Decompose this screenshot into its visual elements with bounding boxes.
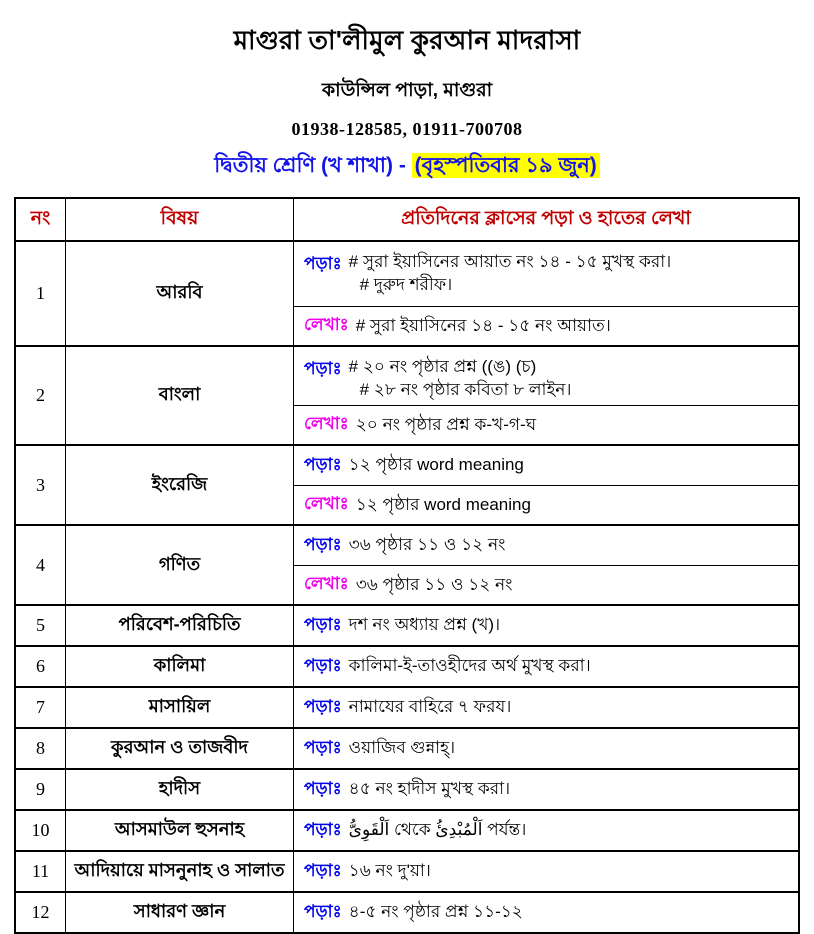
lekha-section xyxy=(294,565,798,604)
lekha-section xyxy=(294,405,798,444)
class-section-label: দ্বিতীয় শ্রেণি (খ শাখা) - xyxy=(214,154,412,177)
pora-lines xyxy=(349,778,510,801)
subject-cell: সাধারণ জ্ঞান xyxy=(66,893,294,932)
lekha-lines xyxy=(356,315,611,338)
class-line xyxy=(0,149,814,184)
row-number: 5 xyxy=(16,606,66,645)
homework-table xyxy=(14,197,800,934)
row-number: 6 xyxy=(16,647,66,686)
school-name: মাগুরা তা'লীমুল কুরআন মাদরাসা xyxy=(233,25,581,55)
lekha-label: লেখাঃ xyxy=(304,414,349,433)
subject-cell: গণিত xyxy=(66,526,294,604)
pora-section xyxy=(294,347,798,405)
school-address: কাউন্সিল পাড়া, মাগুরা xyxy=(321,80,493,101)
pora-lines xyxy=(349,655,591,678)
content-cell xyxy=(294,647,798,686)
homework-line: ৪-৫ নং পৃষ্ঠার প্রশ্ন ১১-১২ xyxy=(348,902,523,922)
pora-section xyxy=(294,729,798,768)
pora-section xyxy=(294,606,798,645)
subject-cell: কুরআন ও তাজবীদ xyxy=(66,729,294,768)
lekha-lines xyxy=(356,574,513,597)
pora-section xyxy=(294,242,798,306)
pora-section xyxy=(294,811,798,850)
pora-lines xyxy=(349,356,572,402)
content-cell xyxy=(294,852,798,891)
pora-label: পড়াঃ xyxy=(304,901,342,921)
table-header-row xyxy=(16,199,798,240)
pora-lines xyxy=(349,454,524,477)
table-row xyxy=(16,604,798,645)
row-number: 3 xyxy=(16,446,66,524)
pora-lines xyxy=(349,819,527,842)
homework-line: # ২০ নং পৃষ্ঠার প্রশ্ন ((ঙ) (চ) xyxy=(348,357,537,376)
pora-section xyxy=(294,647,798,686)
content-cell xyxy=(294,446,798,524)
subject-cell: বাংলা xyxy=(66,347,294,444)
lekha-section xyxy=(294,306,798,345)
pora-section xyxy=(294,893,798,932)
pora-lines xyxy=(349,534,506,557)
content-cell xyxy=(294,347,798,444)
content-cell xyxy=(294,770,798,809)
subject-cell: আরবি xyxy=(66,242,294,345)
homework-line: ১৬ নং দু'য়া। xyxy=(348,861,431,881)
content-cell xyxy=(294,606,798,645)
table-row xyxy=(16,240,798,345)
pora-label: পড়াঃ xyxy=(304,534,342,554)
pora-lines xyxy=(349,251,672,297)
table-row xyxy=(16,850,798,891)
subject-cell: আদিয়ায়ে মাসনুনাহ ও সালাত xyxy=(66,852,294,891)
table-row xyxy=(16,727,798,768)
subject-cell: পরিবেশ-পরিচিতি xyxy=(66,606,294,645)
row-number: 9 xyxy=(16,770,66,809)
subject-cell: ইংরেজি xyxy=(66,446,294,524)
pora-label: পড়াঃ xyxy=(304,860,342,880)
content-cell xyxy=(294,688,798,727)
pora-label: পড়াঃ xyxy=(304,454,342,474)
homework-line: নামাযের বাহিরে ৭ ফরয। xyxy=(348,697,512,717)
content-cell xyxy=(294,811,798,850)
pora-lines xyxy=(349,737,455,760)
row-number: 1 xyxy=(16,242,66,345)
homework-line: اَلْقَوِىُّ থেকে اَلْمُبْدِئُ পর্যন্ত। xyxy=(348,820,527,840)
phone-numbers: 01938-128585, 01911-700708 xyxy=(291,119,523,139)
table-row xyxy=(16,891,798,932)
homework-line: ওয়াজিব গুন্নাহ্। xyxy=(348,738,456,758)
subject-cell: আসমাউল হুসনাহ xyxy=(66,811,294,850)
content-cell xyxy=(294,893,798,932)
pora-label: পড়াঃ xyxy=(304,655,342,675)
pora-label: পড়াঃ xyxy=(304,254,342,273)
row-number: 4 xyxy=(16,526,66,604)
lekha-label: লেখাঃ xyxy=(304,494,349,513)
content-cell xyxy=(294,729,798,768)
lekha-label: লেখাঃ xyxy=(304,574,349,593)
row-number: 11 xyxy=(16,852,66,891)
pora-label: পড়াঃ xyxy=(304,778,342,798)
document-header xyxy=(0,0,814,184)
content-cell xyxy=(294,242,798,345)
pora-lines xyxy=(349,614,500,637)
header-content: প্রতিদিনের ক্লাসের পড়া ও হাতের লেখা xyxy=(401,207,691,229)
row-number: 7 xyxy=(16,688,66,727)
row-number: 2 xyxy=(16,347,66,444)
pora-section xyxy=(294,526,798,565)
homework-line: ১২ পৃষ্ঠার word meaning xyxy=(348,455,524,475)
pora-lines xyxy=(349,696,512,719)
pora-section xyxy=(294,688,798,727)
pora-label: পড়াঃ xyxy=(304,819,342,839)
pora-section xyxy=(294,446,798,485)
lekha-lines xyxy=(356,494,531,517)
table-row xyxy=(16,345,798,444)
pora-section xyxy=(294,852,798,891)
table-row xyxy=(16,444,798,524)
homework-line: # সুরা ইয়াসিনের আয়াত নং ১৪ - ১৫ মুখস্থ করা। xyxy=(348,252,672,271)
pora-section xyxy=(294,770,798,809)
homework-line: দশ নং অধ্যায় প্রশ্ন (খ)। xyxy=(348,615,501,635)
homework-line: ৪৫ নং হাদীস মুখস্থ করা। xyxy=(348,779,511,799)
homework-line: কালিমা-ই-তাওহীদের অর্থ মুখস্থ করা। xyxy=(348,656,591,676)
row-number: 12 xyxy=(16,893,66,932)
homework-line: # ২৮ নং পৃষ্ঠার কবিতা ৮ লাইন। xyxy=(359,379,572,399)
pora-label: পড়াঃ xyxy=(304,696,342,716)
homework-line: ৩৬ পৃষ্ঠার ১১ ও ১২ নং xyxy=(348,535,506,555)
header-subject: বিষয় xyxy=(66,199,294,240)
lekha-label: লেখাঃ xyxy=(304,315,349,334)
content-cell xyxy=(294,526,798,604)
subject-cell: মাসায়িল xyxy=(66,688,294,727)
table-row xyxy=(16,768,798,809)
homework-line: # সুরা ইয়াসিনের ১৪ - ১৫ নং আয়াত। xyxy=(355,315,611,335)
row-number: 10 xyxy=(16,811,66,850)
date-highlight: (বৃহস্পতিবার ১৯ জুন) xyxy=(412,153,600,178)
table-row xyxy=(16,686,798,727)
homework-line: ১২ পৃষ্ঠার word meaning xyxy=(355,494,531,514)
lekha-lines xyxy=(356,414,536,437)
subject-cell: হাদীস xyxy=(66,770,294,809)
homework-line: ২০ নং পৃষ্ঠার প্রশ্ন ক-খ-গ-ঘ xyxy=(355,414,537,434)
table-row xyxy=(16,524,798,604)
table-row xyxy=(16,809,798,850)
pora-label: পড়াঃ xyxy=(304,359,342,378)
table-row xyxy=(16,645,798,686)
pora-label: পড়াঃ xyxy=(304,737,342,757)
pora-label: পড়াঃ xyxy=(304,614,342,634)
subject-cell: কালিমা xyxy=(66,647,294,686)
homework-line: ৩৬ পৃষ্ঠার ১১ ও ১২ নং xyxy=(355,574,513,594)
header-no: নং xyxy=(16,199,66,240)
row-number: 8 xyxy=(16,729,66,768)
pora-lines xyxy=(349,860,431,883)
lekha-section xyxy=(294,485,798,524)
pora-lines xyxy=(349,901,523,924)
homework-line: # দুরুদ শরীফ। xyxy=(359,274,453,294)
